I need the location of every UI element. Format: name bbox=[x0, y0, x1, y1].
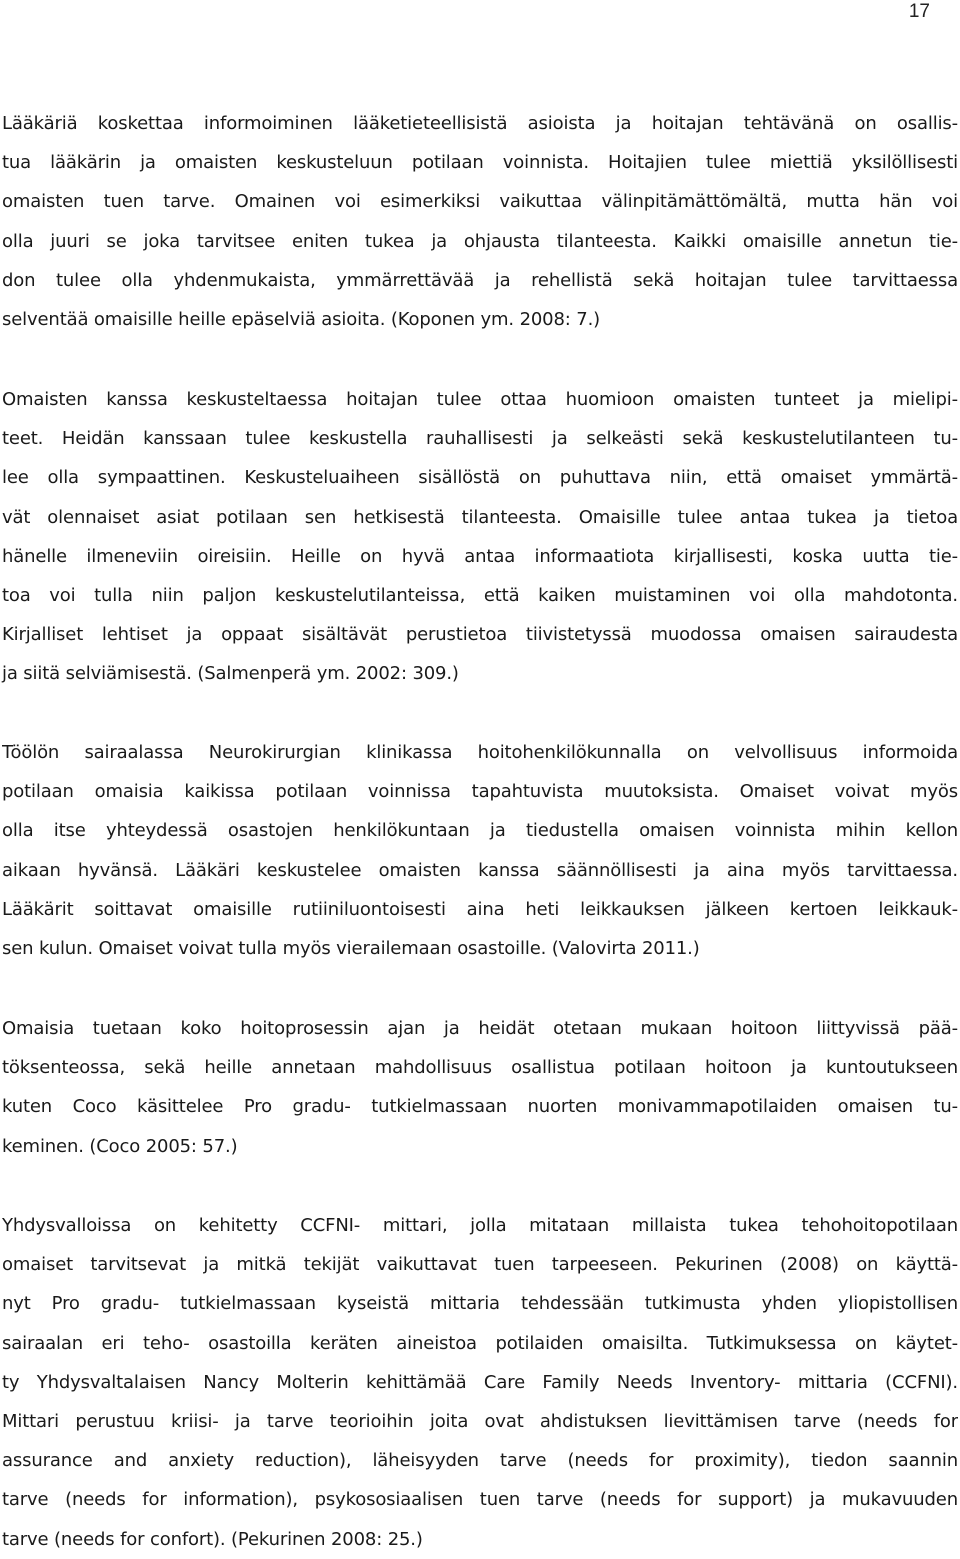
text-line: Mittari perustuu kriisi- ja tarve teorioihin joita ovat ahdistuksen lievittämisen tarve (needs for bbox=[2, 1410, 958, 1432]
text-line: Lääkärit soittavat omaisille rutiiniluontoisesti aina heti leikkauksen jälkeen kertoen leikkauk- bbox=[2, 898, 958, 920]
text-line: aikaan hyvänsä. Lääkäri keskustelee omaisten kanssa säännöllisesti ja aina myös tarvittaessa. bbox=[2, 859, 958, 881]
text-line: sairaalan eri teho- osastoilla keräten aineistoa potilaiden omaisilta. Tutkimuksessa on käytet- bbox=[2, 1332, 958, 1354]
paragraph-1 bbox=[2, 104, 958, 339]
text-line: tarve (needs for confort). (Pekurinen 2008: 25.) bbox=[2, 1528, 423, 1550]
text-line: nyt Pro gradu- tutkielmassaan kyseistä mittaria tehdessään tutkimusta yhden yliopistollisen bbox=[2, 1293, 958, 1315]
text-line: ty Yhdysvaltalaisen Nancy Molterin kehittämää Care Family Needs Inventory- mittaria (CCFNI). bbox=[2, 1371, 958, 1393]
text-line: toa voi tulla niin paljon keskustelutilanteissa, että kaiken muistaminen voi olla mahdotonta. bbox=[2, 584, 958, 606]
text-line: olla itse yhteydessä osastojen henkilökuntaan ja tiedustella omaisen voinnista mihin kellon bbox=[2, 820, 958, 842]
text-line: Omaisten kanssa keskusteltaessa hoitajan tulee ottaa huomioon omaisten tunteet ja mielipi- bbox=[2, 389, 958, 410]
text-line: tarve (needs for information), psykososiaalisen tuen tarve (needs for support) ja mukavuuden bbox=[2, 1489, 958, 1511]
text-line: potilaan omaisia kaikissa potilaan voinnissa tapahtuvista muutoksista. Omaiset voivat myös bbox=[2, 781, 958, 803]
text-line: selventää omaisille heille epäselviä asioita. (Koponen ym. 2008: 7.) bbox=[2, 308, 601, 330]
text-line: tua lääkärin ja omaisten keskusteluun potilaan voinnista. Hoitajien tulee miettiä yksilöllisesti bbox=[2, 152, 958, 174]
text-line: keminen. (Coco 2005: 57.) bbox=[2, 1135, 238, 1157]
text-line: omaiset tarvitsevat ja mitkä tekijät vaikuttavat tuen tarpeeseen. Pekurinen (2008) on käyttä- bbox=[2, 1254, 958, 1276]
text-line: vät olennaiset asiat potilaan sen hetkisestä tilanteesta. Omaisille tulee antaa tukea ja tietoa bbox=[2, 506, 958, 528]
text-line: don tulee olla yhdenmukaista, ymmärrettävää ja rehellistä sekä hoitajan tulee tarvittaessa bbox=[2, 269, 958, 291]
text-line: ja siitä selviämisestä. (Salmenperä ym. 2002: 309.) bbox=[2, 663, 459, 685]
paragraph-4 bbox=[2, 1009, 958, 1166]
text-line: Yhdysvalloissa on kehitetty CCFNI- mittari, jolla mitataan millaista tukea tehohoitopotilaan bbox=[2, 1215, 958, 1236]
text-line: kuten Coco käsittelee Pro gradu- tutkielmassaan nuorten monivammapotilaiden omaisen tu- bbox=[2, 1096, 958, 1118]
text-line: assurance and anxiety reduction), läheisyyden tarve (needs for proximity), tiedon saannin bbox=[2, 1450, 958, 1472]
text-line: Omaisia tuetaan koko hoitoprosessin ajan ja heidät otetaan mukaan hoitoon liittyvissä pää- bbox=[2, 1018, 958, 1039]
text-line: olla juuri se joka tarvitsee eniten tukea ja ohjausta tilanteesta. Kaikki omaisille annetun tie- bbox=[2, 230, 958, 252]
text-line: sen kulun. Omaiset voivat tulla myös vierailemaan osastoille. (Valovirta 2011.) bbox=[2, 937, 700, 959]
text-line: omaisten tuen tarve. Omainen voi esimerkiksi vaikuttaa välinpitämättömältä, mutta hän voi bbox=[2, 191, 958, 213]
text-line: teet. Heidän kanssaan tulee keskustella rauhallisesti ja selkeästi sekä keskustelutilanteen tu- bbox=[2, 428, 958, 450]
paragraph-3 bbox=[2, 733, 958, 968]
page-number: 17 bbox=[908, 1, 930, 22]
text-line: Kirjalliset lehtiset ja oppaat sisältävät perustietoa tiivistetyssä muodossa omaisen sairaudesta bbox=[2, 624, 958, 646]
text-line: lee olla sympaattinen. Keskusteluaiheen sisällöstä on puhuttava niin, että omaiset ymmärtä- bbox=[2, 467, 958, 489]
paragraph-2 bbox=[2, 380, 958, 694]
paragraph-5 bbox=[2, 1206, 958, 1559]
text-line: Töölön sairaalassa Neurokirurgian klinikassa hoitohenkilökunnalla on velvollisuus informoida bbox=[2, 742, 958, 763]
text-line: Lääkäriä koskettaa informoiminen lääketieteellisistä asioista ja hoitajan tehtävänä on osallis- bbox=[2, 113, 958, 134]
text-line: töksenteossa, sekä heille annetaan mahdollisuus osallistua potilaan hoitoon ja kuntoutukseen bbox=[2, 1057, 958, 1079]
text-line: hänelle ilmeneviin oireisiin. Heille on hyvä antaa informaatiota kirjallisesti, koska uutta tie- bbox=[2, 545, 958, 567]
